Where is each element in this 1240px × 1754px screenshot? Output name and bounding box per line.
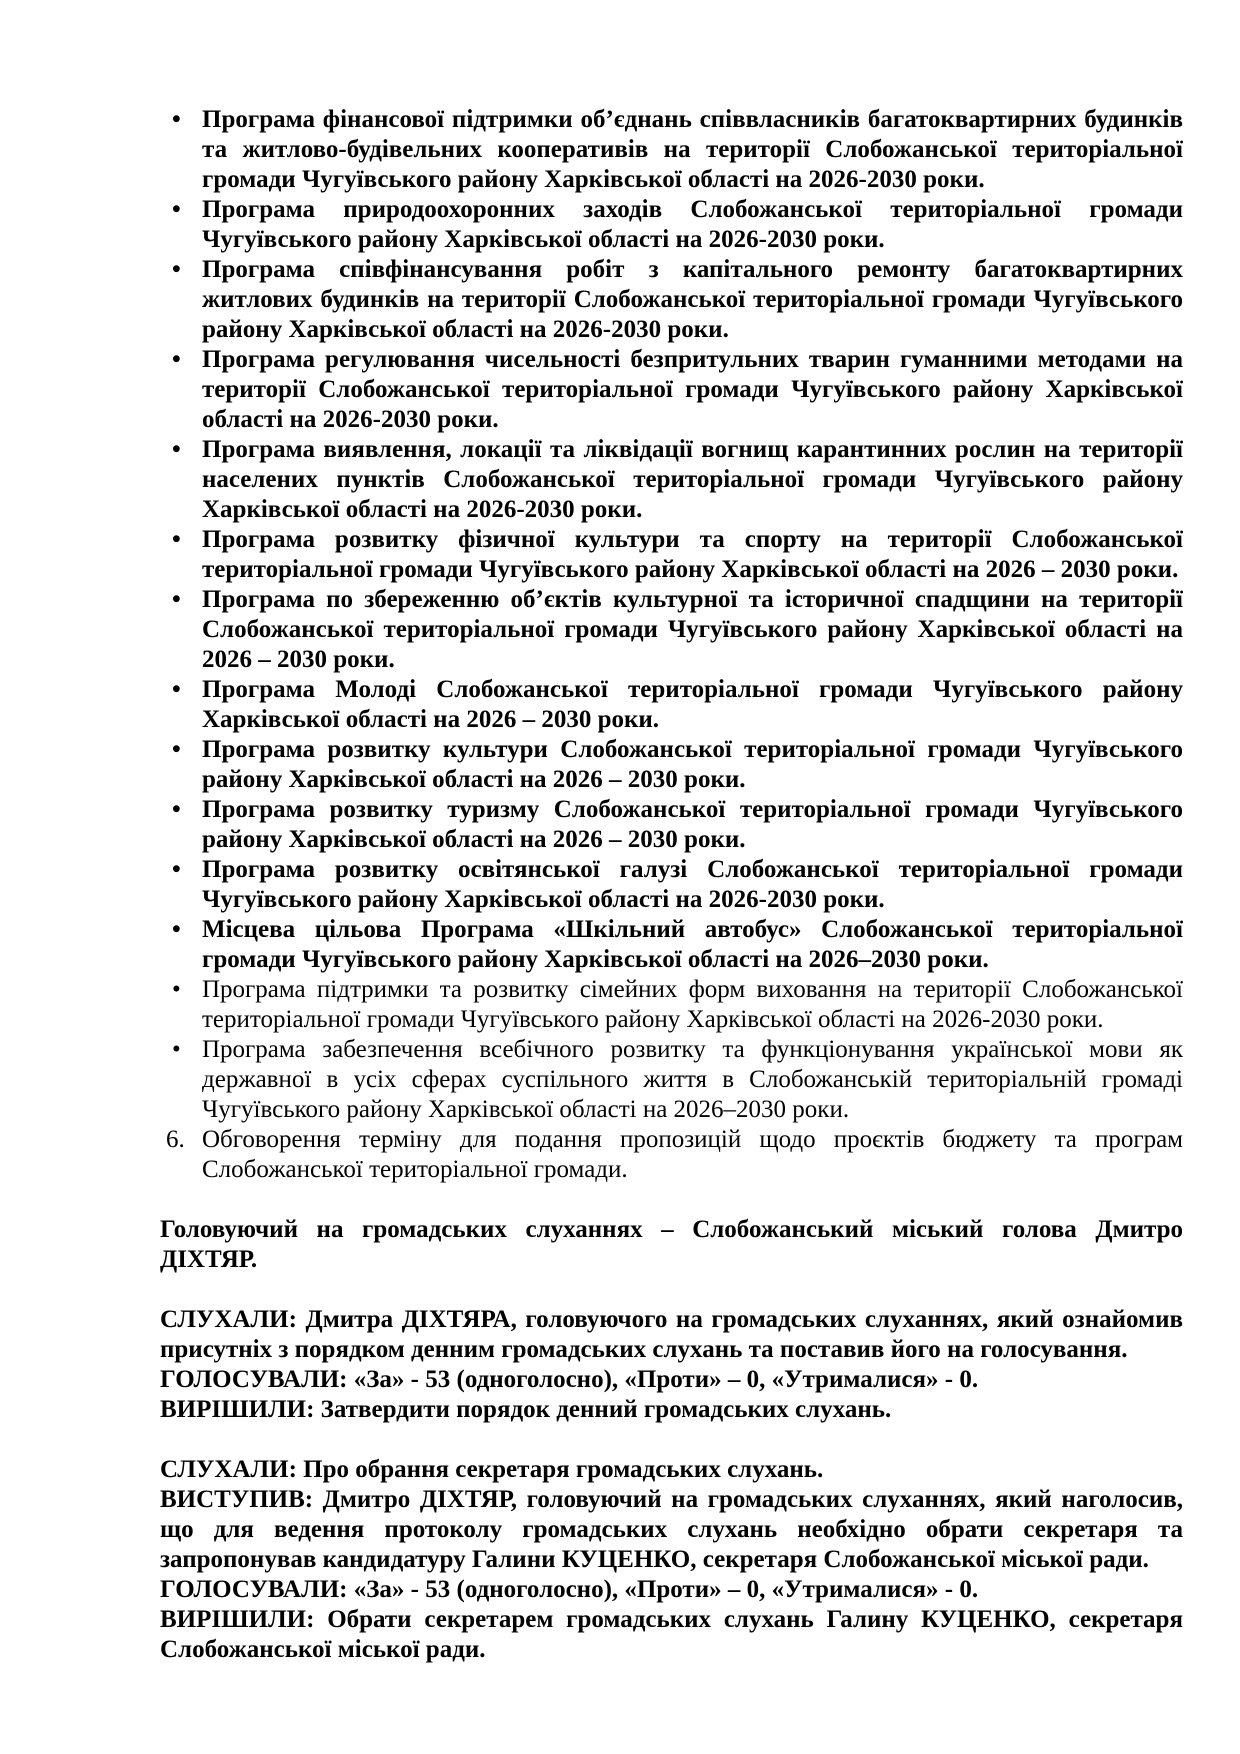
protocol-block-2 — [160, 1455, 1183, 1665]
program-item-text: Програма розвитку туризму Слобожанської територіальної громади Чугуївського району Харківської області на 2026 – 2030 роки. — [202, 796, 1183, 853]
bullet-icon: • — [172, 796, 181, 823]
spoke-paragraph: ВИСТУПИВ: Дмитро ДІХТЯР, головуючий на громадських слуханнях, який наголосив, що для ведення протоколу громадських слухань необхідно обрати секретаря та запропонував кандидатуру Галини КУЦЕНКО, секретаря Слобожанської міської ради. — [160, 1486, 1183, 1573]
program-list-item — [160, 855, 1183, 915]
decided-paragraph: ВИРІШИЛИ: Затвердити порядок денний громадських слухань. — [160, 1396, 892, 1423]
bullet-icon: • — [172, 916, 181, 943]
program-item-text: Програма забезпечення всебічного розвитку та функціонування української мови як державної в усіх сферах суспільного життя в Слобожанській територіальній громаді Чугуївського району Харківської області на 2026–2030 роки. — [202, 1036, 1183, 1123]
program-list-item — [160, 585, 1183, 675]
voted-paragraph: ГОЛОСУВАЛИ: «За» - 53 (одноголосно), «Проти» – 0, «Утрималися» - 0. — [160, 1366, 979, 1393]
agenda-item-text: Обговорення терміну для подання пропозицій щодо проєктів бюджету та програм Слобожанської територіальної громади. — [202, 1126, 1183, 1183]
program-item-text: Програма Молоді Слобожанської територіальної громади Чугуївського району Харківської області на 2026 – 2030 роки. — [202, 676, 1183, 733]
bullet-icon: • — [172, 436, 181, 463]
agenda-item-number: 6. — [166, 1126, 185, 1153]
program-item-text: Програма розвитку фізичної культури та спорту на території Слобожанської територіальної громади Чугуївського району Харківської області на 2026 – 2030 роки. — [202, 526, 1183, 583]
program-list-item — [160, 735, 1183, 795]
program-list-item — [160, 975, 1183, 1035]
program-list-item — [160, 345, 1183, 435]
bullet-icon: • — [172, 1036, 181, 1063]
program-list — [160, 105, 1183, 1125]
bullet-icon: • — [172, 736, 181, 763]
program-item-text: Місцева цільова Програма «Шкільний автобус» Слобожанської територіальної громади Чугуївського району Харківської області на 2026–2030 роки. — [202, 916, 1183, 973]
program-list-item — [160, 525, 1183, 585]
bullet-icon: • — [172, 586, 181, 613]
blank-line — [160, 1185, 1183, 1215]
program-list-item — [160, 435, 1183, 525]
bullet-icon: • — [172, 976, 181, 1003]
decided-paragraph: ВИРІШИЛИ: Обрати секретарем громадських слухань Галину КУЦЕНКО, секретаря Слобожанської міської ради. — [160, 1606, 1183, 1663]
bullet-icon: • — [172, 106, 181, 133]
program-item-text: Програма розвитку освітянської галузі Слобожанської територіальної громади Чугуївського району Харківської області на 2026-2030 роки. — [202, 856, 1183, 913]
program-item-text: Програма природоохоронних заходів Слобожанської територіальної громади Чугуївського району Харківської області на 2026-2030 роки. — [202, 196, 1183, 253]
heard-paragraph: СЛУХАЛИ: Про обрання секретаря громадських слухань. — [160, 1456, 824, 1483]
protocol-block-1 — [160, 1305, 1183, 1425]
bullet-icon: • — [172, 256, 181, 283]
blank-line — [160, 1425, 1183, 1455]
program-item-text: Програма розвитку культури Слобожанської територіальної громади Чугуївського району Харківської області на 2026 – 2030 роки. — [202, 736, 1183, 793]
program-list-item — [160, 195, 1183, 255]
program-list-item — [160, 675, 1183, 735]
program-item-text: Програма підтримки та розвитку сімейних форм виховання на території Слобожанської територіальної громади Чугуївського району Харківської області на 2026-2030 роки. — [202, 976, 1183, 1033]
heard-paragraph: СЛУХАЛИ: Дмитра ДІХТЯРА, головуючого на громадських слуханнях, який ознайомив присутніх з порядком денним громадських слухань та поставив його на голосування. — [160, 1306, 1183, 1363]
program-list-item — [160, 915, 1183, 975]
bullet-icon: • — [172, 196, 181, 223]
program-list-item — [160, 795, 1183, 855]
program-list-item — [160, 1035, 1183, 1125]
program-item-text: Програма виявлення, локації та ліквідації вогнищ карантинних рослин на території населених пунктів Слобожанської територіальної громади Чугуївського району Харківської області на 2026-2030 роки. — [202, 436, 1183, 523]
program-list-item — [160, 105, 1183, 195]
program-list-item — [160, 255, 1183, 345]
chair-paragraph: Головуючий на громадських слуханнях – Слобожанський міський голова Дмитро ДІХТЯР. — [160, 1216, 1183, 1273]
blank-line — [160, 1275, 1183, 1305]
bullet-icon: • — [172, 676, 181, 703]
bullet-icon: • — [172, 526, 181, 553]
bullet-icon: • — [172, 346, 181, 373]
program-item-text: Програма по збереженню об’єктів культурної та історичної спадщини на території Слобожанської територіальної громади Чугуївського району Харківської області на 2026 – 2030 роки. — [202, 586, 1183, 673]
program-item-text: Програма фінансової підтримки об’єднань співвласників багатоквартирних будинків та житлово-будівельних кооперативів на території Слобожанської територіальної громади Чугуївського району Харківської області на 2026-2030 роки. — [202, 106, 1183, 193]
program-item-text: Програма співфінансування робіт з капітального ремонту багатоквартирних житлових будинків на території Слобожанської територіальної громади Чугуївського району Харківської області на 2026-2030 роки. — [202, 256, 1183, 343]
voted-paragraph: ГОЛОСУВАЛИ: «За» - 53 (одноголосно), «Проти» – 0, «Утрималися» - 0. — [160, 1576, 979, 1603]
agenda-item-6 — [160, 1125, 1183, 1185]
program-item-text: Програма регулювання чисельності безпритульних тварин гуманними методами на території Слобожанської територіальної громади Чугуївського району Харківської області на 2026-2030 роки. — [202, 346, 1183, 433]
bullet-icon: • — [172, 856, 181, 883]
